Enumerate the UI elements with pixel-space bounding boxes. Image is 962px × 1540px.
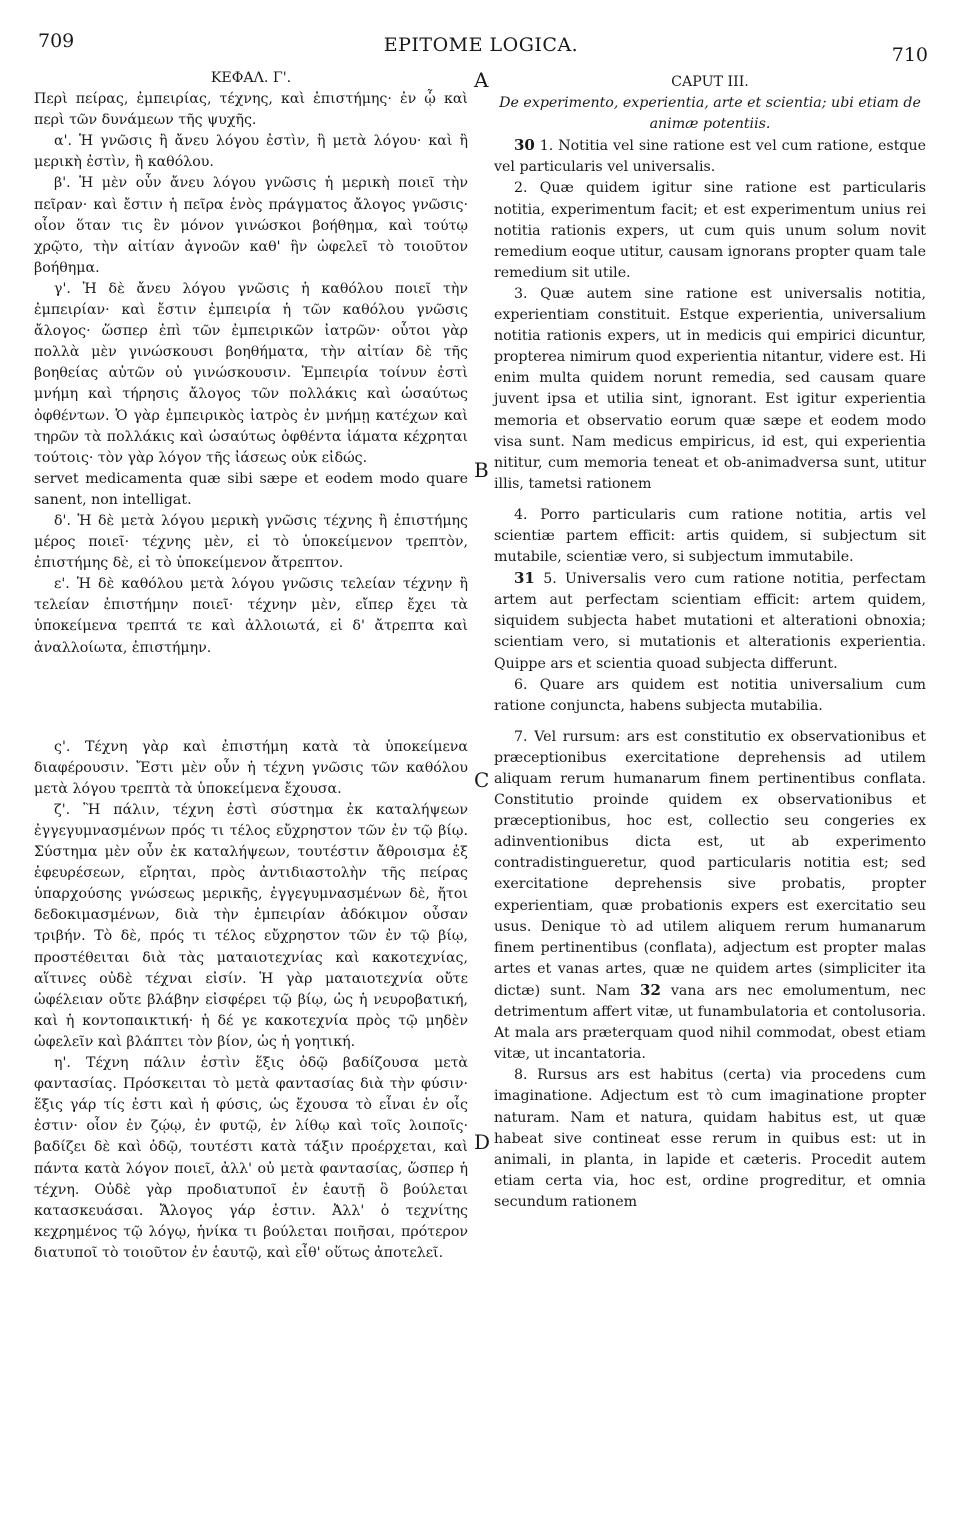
latin-paragraph-3: 3. Quæ autem sine ratione est universalis notitia, experientiam constituit. Estque experientia, universalium notitia rationis expers, ut in medicis qui empirici dicuntur, propterea nimirum quod experientia nitantur, videre est. Hi enim multa quidem norunt remedia, sed causam quare juvent ipsa et utilia sint, ignorant. Est igitur experientia memoria et observatio eorum quæ sæpe et eodem modo visa sunt. Nam medicus empiricus, id est, qui experientia nititur, cum memoria teneat et ob-animadversa sunt, utitur illis, tametsi rationem <box>494 285 926 492</box>
margin-marker-b: B <box>474 458 489 482</box>
greek-paragraph-1: α'. Ἡ γνῶσις ἢ ἄνευ λόγου ἐστὶν, ἢ μετὰ λόγου· καὶ ἢ μερικὴ ἐστὶν, ἢ καθόλου. <box>34 133 468 171</box>
section-number-30: 30 <box>514 136 535 155</box>
greek-paragraph-8: η'. Τέχνη πάλιν ἐστὶν ἕξις ὁδῷ βαδίζουσα μετὰ φαντασίας. Πρόσκειται τὸ μετὰ φαντασίας διὰ τὴν φύσιν· ἕξις γάρ τίς ἐστι καὶ ἡ φύσις, ὡς ἔχουσα τὸ εἶναι ἐν οἷς ἐστιν· οἷον ἐν ζῴῳ, ἐν φυτῷ, ἐν λίθῳ καὶ τοῖς λοιποῖς· βαδίζει δὲ καὶ ὁδῷ, τουτέστι κατὰ τάξιν προέρχεται, καὶ πάντα κατὰ λόγον ποιεῖ, ἀλλ' οὐ μετὰ φαντασίας, ὥσπερ ἡ τέχνη. Οὐδὲ γὰρ προδιατυποῖ ἐν ἑαυτῇ ὃ βούλεται κατασκευάσαι. Ἄλογος γάρ ἐστιν. Ἀλλ' ὁ τεχνίτης κεχρημένος τῷ λόγῳ, ἡνίκα τι βούλεται ποιῆσαι, πρότερον διατυποῖ τὸ τοιοῦτον ἐν ἑαυτῷ, καὶ εἶθ' οὕτως ἀποτελεῖ. <box>34 1055 468 1261</box>
latin-paragraph-8: 8. Rursus ars est habitus (certa) via procedens cum imaginatione. Adjectum est τὸ cum imaginatione propter naturam. Nam et natura, quidam habitus est, ut quæ habeat sive contineat esse rerum in quibus est: ut in animali, in planta, in lapide et cæteris. Procedit autem etiam certa via, hoc est, ordine progreditur, et omnia secundum rationem <box>494 1067 926 1210</box>
greek-chapter-subtitle: Περὶ πείρας, ἐμπειρίας, τέχνης, καὶ ἐπιστήμης· ἐν ᾧ καὶ περὶ τῶν δυνάμεων τῆς ψυχῆς. <box>34 91 468 129</box>
running-title: EPITOME LOGICA. <box>383 34 579 56</box>
latin-chapter-subtitle: De experimento, experientia, arte et scientia; ubi etiam de animæ potentiis. <box>499 95 921 133</box>
margin-marker-a: A <box>474 68 489 92</box>
page-number-right: 710 <box>891 44 928 66</box>
latin-paragraph-6: 6. Quare ars quidem est notitia universalium cum ratione conjuncta, habens subjecta mutabilia. <box>494 676 926 714</box>
greek-paragraph-3: γ'. Ἡ δὲ ἄνευ λόγου γνῶσις ἡ καθόλου ποιεῖ τὴν ἐμπειρίαν· καὶ ἔστιν ἐμπειρία ἡ τῶν καθόλου γνῶσις ἄλογος· ὥσπερ ἐπὶ τῶν ἐμπειρικῶν ἰατρῶν· οὗτοι γὰρ πολλὰ μὲν γινώσκουσι βοηθήματα, τὴν αἰτίαν δὲ τῆς βοηθείας αὐτῶν οὐ γινώσκουσιν. Ἐμπειρία τοίνυν ἐστὶ μνήμη καὶ τήρησις ἄλογος τῶν πολλάκις καὶ ὡσαύτως ὀφθέντων. Ὁ γὰρ ἐμπειρικὸς ἰατρὸς ἐν μνήμῃ κατέχων καὶ τηρῶν τὰ πολλάκις καὶ ὡσαύτως ὀφθέντα ἰάματα κέχρηται τούτοις· τὸν γὰρ λόγον τῆς ἰάσεως οὐκ εἰδώς. <box>34 280 468 466</box>
greek-chapter-heading: ΚΕΦΑΛ. Γ'. <box>210 70 292 86</box>
greek-paragraph-2: β'. Ἡ μὲν οὖν ἄνευ λόγου γνῶσις ἡ μερικὴ ποιεῖ τὴν πεῖραν· καὶ ἔστιν ἡ πεῖρα ἑνὸς πράγματος ἄλογος γνῶσις· οἷον ὅταν τις ἓν μόνον γινώσκοι βοήθημα, καὶ τούτῳ χρῷτο, τὴν αἰτίαν ἀγνοῶν καθ' ἣν ὠφελεῖ τὸ τοιοῦτον βοήθημα. <box>34 175 468 276</box>
latin-paragraph-5: 31 5. Universalis vero cum ratione notitia, perfectam artem aut perfectam scientiam efficit: artem quidem, siquidem subjecta habet mutationi et alterationi obnoxia; scientiam vero, si mutationis et alterationis experientia. Quippe ars et scientia quoad subjecta differunt. <box>494 569 926 672</box>
greek-paragraph-5: ε'. Ἡ δὲ καθόλου μετὰ λόγου γνῶσις τελείαν τέχνην ἢ τελείαν ἐπιστήμην ποιεῖ· τέχνην μὲν, εἴπερ ἔχει τὰ ὑποκείμενα τρεπτά τε καὶ ἀλλοιωτά, εἰ δ' ἄτρεπτα καὶ ἀναλλοίωτα, ἐπιστήμην. <box>34 576 468 656</box>
greek-paragraph-6: ς'. Τέχνη γὰρ καὶ ἐπιστήμη κατὰ τὰ ὑποκείμενα διαφέρουσιν. Ἔστι μὲν οὖν ἡ τέχνη γνῶσις τῶν καθόλου μετὰ λόγου τρεπτὰ τὰ ὑποκείμενα ἔχουσα. <box>34 738 468 797</box>
section-number-31: 31 <box>514 569 535 588</box>
latin-paragraph-7: 7. Vel rursum: ars est constitutio ex observationibus et præceptionibus exercitatione deprehensis ad utilem aliquam rerum humanarum finem pertinentibus conflata. Constitutio proinde quidem ex observationibus et præceptionibus, hoc est, collectio seu congeries ex adinventionibus dicta est, ut ab experimento contradistingueretur, quod particularis notitia est; sed exercitatione deprehensis sive probatis, propter experientiam, quæ probationis expers est exercitatio seu usus. Denique τὸ ad utilem aliquem rerum humanarum finem pertinentibus (conflata), adjectum est propter malas artes et vanas artes, quæ ne quidem artes (simpliciter ita dictæ) sunt. Nam 32 vana ars nec emolumentum, nec detrimentum affert vitæ, ut funambulatoria et contolusoria. At mala ars præterquam quod nihil commodat, obest etiam vitæ, ut incantatoria. <box>494 728 926 1063</box>
latin-paragraph-1: 30 1. Notitia vel sine ratione est vel cum ratione, estque vel particularis vel universalis. <box>494 136 927 176</box>
greek-column <box>34 68 468 1264</box>
latin-column <box>494 72 926 1213</box>
margin-marker-c: C <box>474 768 490 792</box>
latin-continuation: servet medicamenta quæ sibi sæpe et eodem modo quare sanent, non intelligat. <box>34 470 468 508</box>
greek-paragraph-4: δ'. Ἡ δὲ μετὰ λόγου μερικὴ γνῶσις τέχνης ἢ ἐπιστήμης μέρος ποιεῖ· τέχνης μὲν, εἰ τὸ ὑποκείμενον τρεπτὸν, ἐπιστήμης δὲ, εἰ τὸ ὑποκείμενον ἄτρεπτον. <box>34 512 468 572</box>
latin-paragraph-2: 2. Quæ quidem igitur sine ratione est particularis notitia, experimentum facit; et est experimentum unius rei notitia rationis expers, ut cum quis unum solum novit remedium eoque utitur, causam ignorans propter quam tale remedium sit utile. <box>494 180 926 281</box>
latin-paragraph-4: 4. Porro particularis cum ratione notitia, artis vel scientiæ partem efficit: artis quidem, si subjectum sit mutabile, scientiæ vero, si subjectum immutabile. <box>494 506 926 566</box>
latin-chapter-heading: CAPUT III. <box>671 74 749 90</box>
margin-marker-d: D <box>474 1130 491 1154</box>
section-number-32: 32 <box>640 980 661 999</box>
page-number-left: 709 <box>38 30 75 52</box>
greek-paragraph-7: ζ'. Ἢ πάλιν, τέχνη ἐστὶ σύστημα ἐκ καταλήψεων ἐγγεγυμνασμένων πρός τι τέλος εὔχρηστον τῶν ἐν τῷ βίῳ. Σύστημα μὲν οὖν ἐκ καταλήψεων, τουτέστιν ἄθροισμα ἐξ ἐφευρέσεων, εἴρηται, πρὸς ἀντιδιαστολὴν τῆς πείρας ὑπαρχούσης γνώσεως μερικῆς, ἐγγεγυμνασμένων δὲ, ἤτοι δεδοκιμασμένων, διὰ τὴν ἐμπειρίαν ἀδόκιμον οὖσαν τριβήν. Τὸ δὲ, πρός τι τέλος εὔχρηστον τῶν ἐν τῷ βίῳ, προστέθειται διὰ τὰς ματαιοτεχνίας καὶ κακοτεχνίας, αἵτινες οὐδὲ τέχναι εἰσίν. Ἡ γὰρ ματαιοτεχνία οὔτε ὠφέλειαν οὔτε βλάβην εἰσφέρει τῷ βίῳ, ὡς ἡ νευροβατική, καὶ ἡ κοντοπαικτική· ἡ δέ γε κακοτεχνία πρὸς τῷ μηδὲν ὠφελεῖν καὶ βλάπτει τὸν βίον, ὡς ἡ γοητική. <box>34 801 468 1050</box>
